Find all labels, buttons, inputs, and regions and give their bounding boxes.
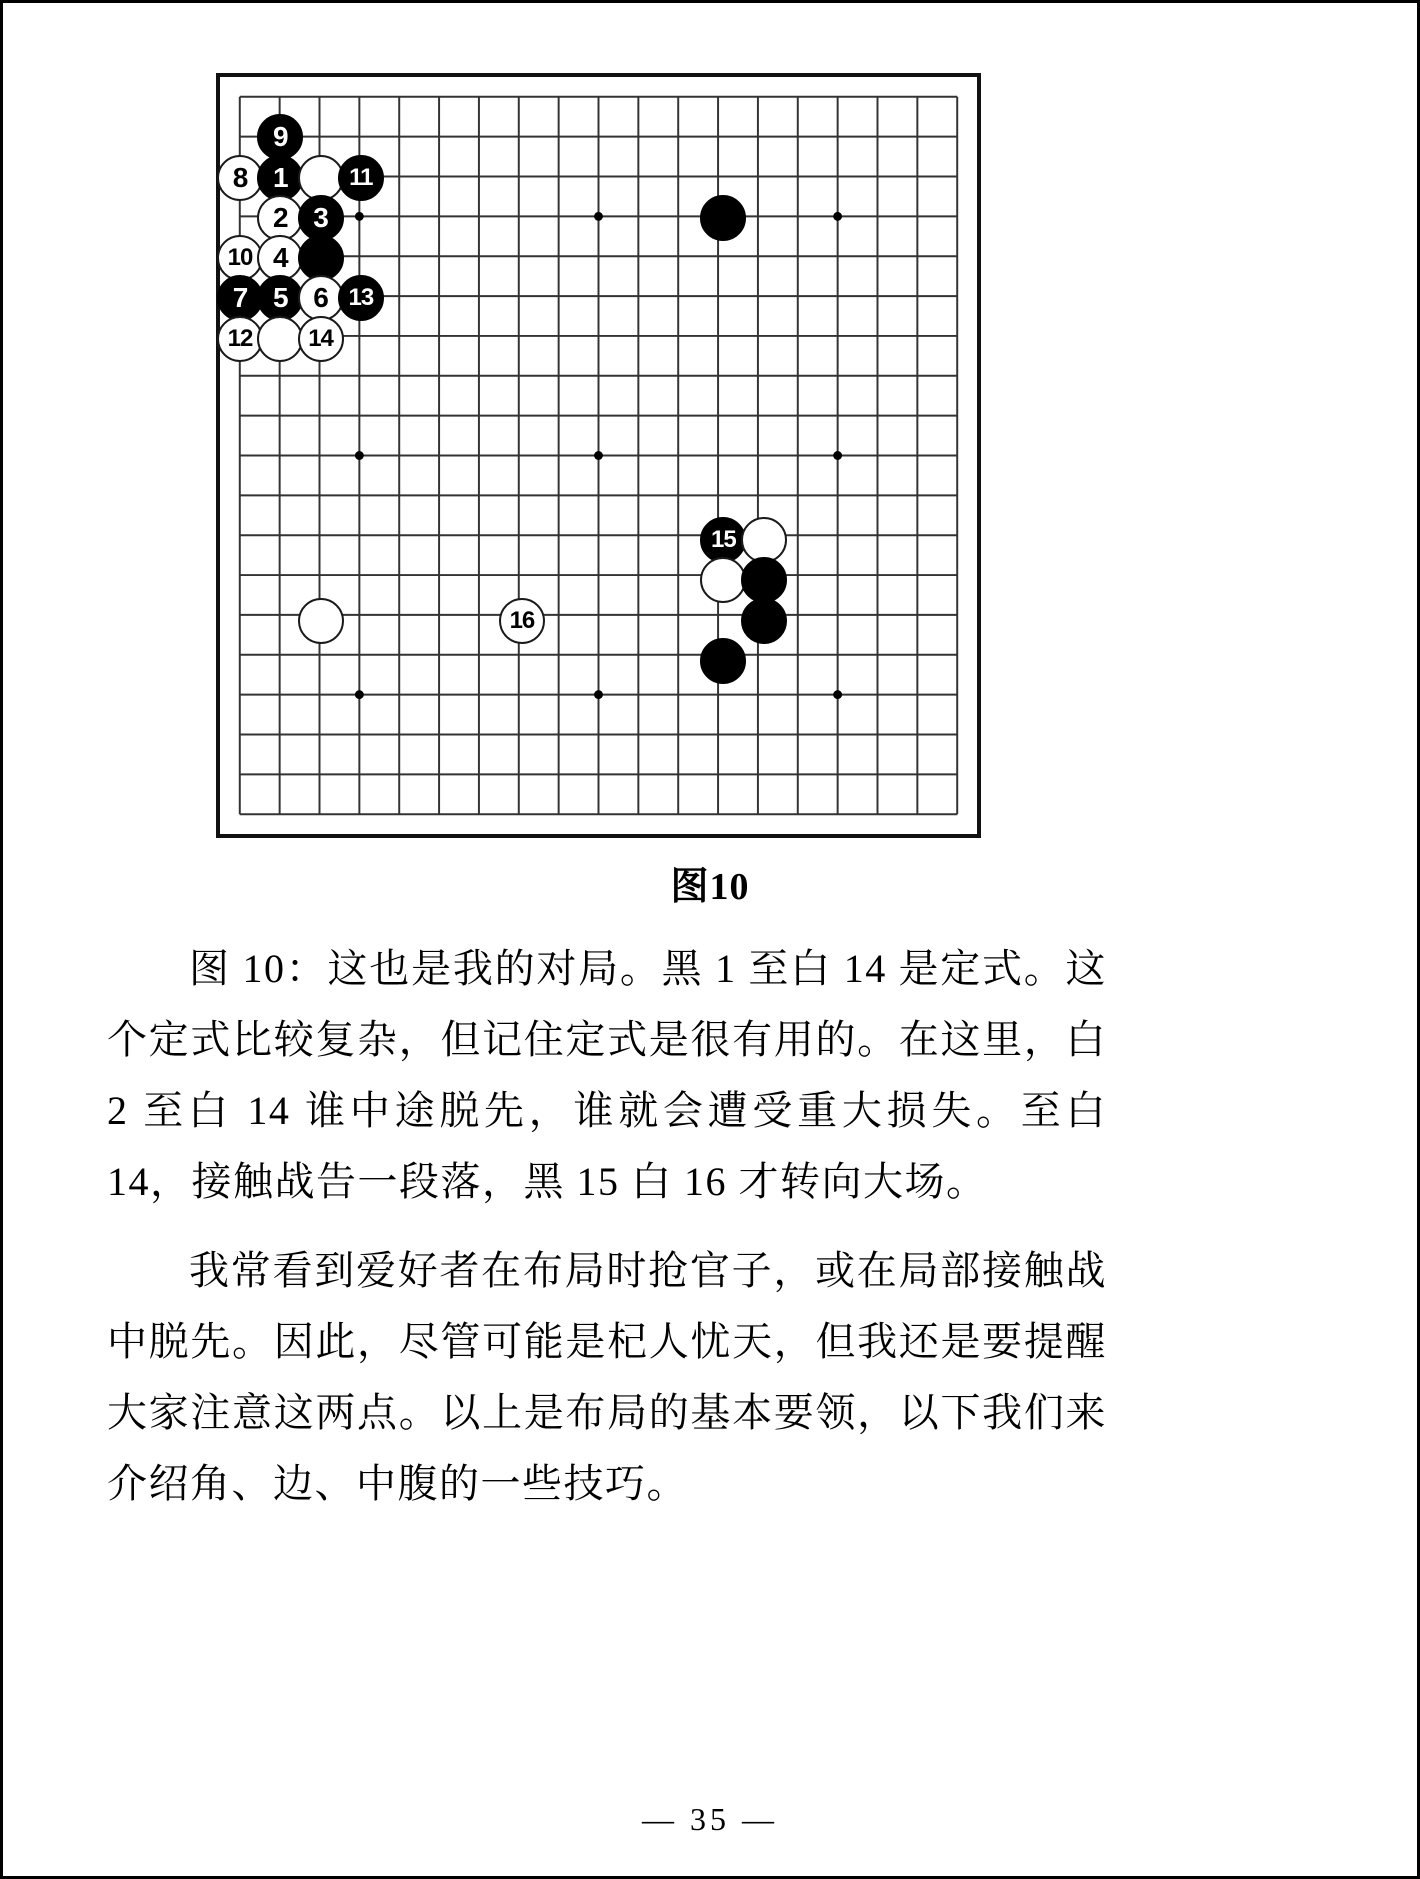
go-stone-black-3: 3 xyxy=(298,195,344,241)
go-stone-black-1: 1 xyxy=(257,155,303,201)
go-stone-white-16: 16 xyxy=(499,598,545,644)
go-stone-white-8: 8 xyxy=(217,155,263,201)
page-content xyxy=(3,3,1417,1876)
go-stone-black xyxy=(700,638,746,684)
go-stone-white-14: 14 xyxy=(298,316,344,362)
go-stone-white xyxy=(741,517,787,563)
go-stone-layer xyxy=(220,77,977,834)
go-stone-black xyxy=(298,235,344,281)
go-stone-white xyxy=(298,598,344,644)
page-number: — 35 — xyxy=(642,1801,778,1837)
body-text xyxy=(107,933,1107,1527)
go-stone-black xyxy=(741,598,787,644)
paragraph-1: 图 10：这也是我的对局。黑 1 至白 14 是定式。这个定式比较复杂，但记住定式是很有用的。在这里，白 2 至白 14 谁中途脱先，谁就会遭受重大损失。至白 14，接触战告一段落，黑 15 白 16 才转向大场。 xyxy=(107,946,1107,1204)
go-stone-white-12: 12 xyxy=(217,316,263,362)
go-stone-black xyxy=(700,195,746,241)
go-stone-black-15: 15 xyxy=(700,517,746,563)
go-stone-white xyxy=(700,557,746,603)
go-stone-white-2: 2 xyxy=(257,195,303,241)
go-stone-white xyxy=(257,316,303,362)
go-board xyxy=(216,73,981,838)
go-stone-white-6: 6 xyxy=(298,275,344,321)
figure-caption: 图10 xyxy=(670,866,750,908)
go-stone-black-13: 13 xyxy=(338,275,384,321)
go-stone-black-7: 7 xyxy=(217,275,263,321)
go-stone-black xyxy=(741,557,787,603)
go-stone-white-10: 10 xyxy=(217,235,263,281)
go-stone-white-4: 4 xyxy=(257,235,303,281)
go-stone-black-9: 9 xyxy=(257,114,303,160)
go-stone-black-11: 11 xyxy=(338,155,384,201)
go-stone-black-5: 5 xyxy=(257,275,303,321)
paragraph-2: 我常看到爱好者在布局时抢官子，或在局部接触战中脱先。因此，尽管可能是杞人忧天，但我还是要提醒大家注意这两点。以上是布局的基本要领，以下我们来介绍角、边、中腹的一些技巧。 xyxy=(107,1248,1107,1506)
go-diagram xyxy=(216,73,981,838)
go-stone-white xyxy=(298,155,344,201)
